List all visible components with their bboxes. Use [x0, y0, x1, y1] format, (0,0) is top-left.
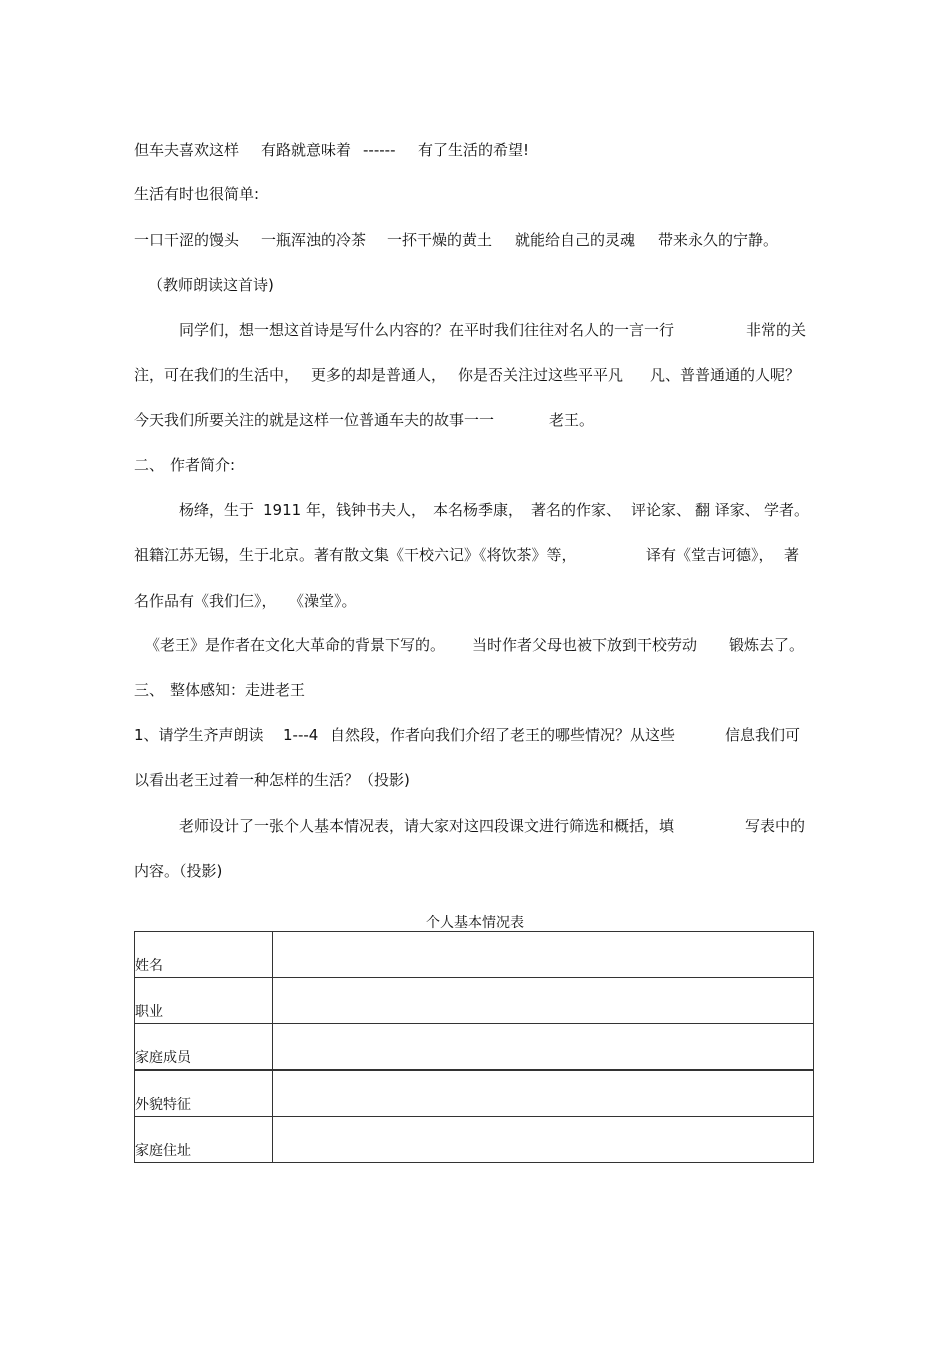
row-label: 姓名 [135, 958, 163, 974]
row-value-cell[interactable] [273, 978, 814, 1024]
text-segment: 翻 译家、 [695, 501, 760, 519]
text-segment: 整体感知：走进老王 [170, 681, 306, 699]
text-segment: 当时作者父母也被下放到干校劳动 [472, 636, 698, 654]
text-segment: 注，可在我们的生活中， [134, 366, 300, 384]
row-label: 家庭成员 [135, 1050, 191, 1066]
text-segment: 凡、普普通通的人呢？ [650, 366, 801, 384]
row-label-cell [135, 978, 273, 1024]
text-segment: 评论家、 [631, 501, 692, 519]
text-segment: 一抔干燥的黄土 [387, 231, 493, 249]
personal-info-table [134, 931, 814, 1163]
text-segment: 一瓶浑浊的冷茶 [261, 231, 367, 249]
text-segment: 就能给自己的灵魂 [515, 231, 636, 249]
row-value-cell[interactable] [273, 1024, 814, 1071]
text-segment: 内容。（投影) [134, 862, 223, 880]
table-caption: 个人基本情况表 [426, 915, 524, 931]
text-segment: 译有《堂吉诃德》， [646, 546, 774, 564]
text-segment: 非常的关 [746, 321, 807, 339]
table-row [135, 978, 814, 1024]
table-row [135, 1117, 814, 1163]
text-segment: 今天我们所要关注的就是这样一位普通车夫的故事一一 [134, 411, 495, 429]
text-segment: ------ [363, 141, 396, 159]
text-segment: 有了生活的希望! [418, 141, 530, 159]
text-segment: 著 [784, 546, 800, 564]
row-label-cell [135, 1024, 273, 1071]
text-segment: 名作品有《我们仨》， [134, 592, 277, 610]
text-segment: 自然段，作者向我们介绍了老王的哪些情况？从这些 [330, 726, 676, 744]
row-value-cell[interactable] [273, 1070, 814, 1117]
text-segment: 老王。 [549, 411, 595, 429]
text-segment: 学者。 [764, 501, 810, 519]
row-label-cell [135, 1070, 273, 1117]
row-value-cell[interactable] [273, 1117, 814, 1163]
row-label: 家庭住址 [135, 1143, 191, 1159]
row-value-cell[interactable] [273, 932, 814, 978]
text-segment: 锻炼去了。 [729, 636, 805, 654]
text-segment: （教师朗读这首诗) [148, 276, 274, 294]
text-segment: 生活有时也很简单: [134, 185, 260, 203]
text-segment: 同学们，想一想这首诗是写什么内容的？在平时我们往往对名人的一言一行 [179, 321, 675, 339]
text-segment: 但车夫喜欢这样 [134, 141, 240, 159]
row-label: 外貌特征 [135, 1097, 191, 1113]
text-segment: 三、 [134, 681, 165, 699]
row-label-cell [135, 932, 273, 978]
text-segment: 你是否关注过这些平平凡 [458, 366, 624, 384]
text-segment: 更多的却是普通人， [311, 366, 447, 384]
row-label-cell [135, 1117, 273, 1163]
text-segment: 有路就意味着 [261, 141, 352, 159]
text-segment: 1---4 [283, 726, 319, 744]
text-segment: 老师设计了一张个人基本情况表，请大家对这四段课文进行筛选和概括，填 [179, 817, 675, 835]
text-segment: 二、 [134, 456, 165, 474]
table-row [135, 1024, 814, 1071]
text-segment: 杨绛，生于 [179, 501, 255, 519]
table-row [135, 932, 814, 978]
text-segment: 以看出老王过着一种怎样的生活？（投影) [134, 771, 410, 789]
text-segment: 写表中的 [745, 817, 806, 835]
table-row [135, 1070, 814, 1117]
text-segment: 《澡堂》。 [289, 592, 357, 610]
text-segment: 信息我们可 [725, 726, 801, 744]
text-segment: 著名的作家、 [531, 501, 622, 519]
text-segment: 本名杨季康， [433, 501, 524, 519]
text-segment: 作者简介: [170, 456, 236, 474]
text-segment: 祖籍江苏无锡，生于北京。著有散文集《干校六记》《将饮茶》等， [134, 546, 577, 564]
text-segment: 带来永久的宁静。 [658, 231, 779, 249]
text-segment: 《老王》是作者在文化大革命的背景下写的。 [145, 636, 446, 654]
text-segment: 一口干涩的馒头 [134, 231, 240, 249]
text-segment: 1、请学生齐声朗读 [134, 726, 264, 744]
text-segment: 1911 年，钱钟书夫人， [263, 501, 426, 519]
row-label: 职业 [135, 1004, 163, 1020]
